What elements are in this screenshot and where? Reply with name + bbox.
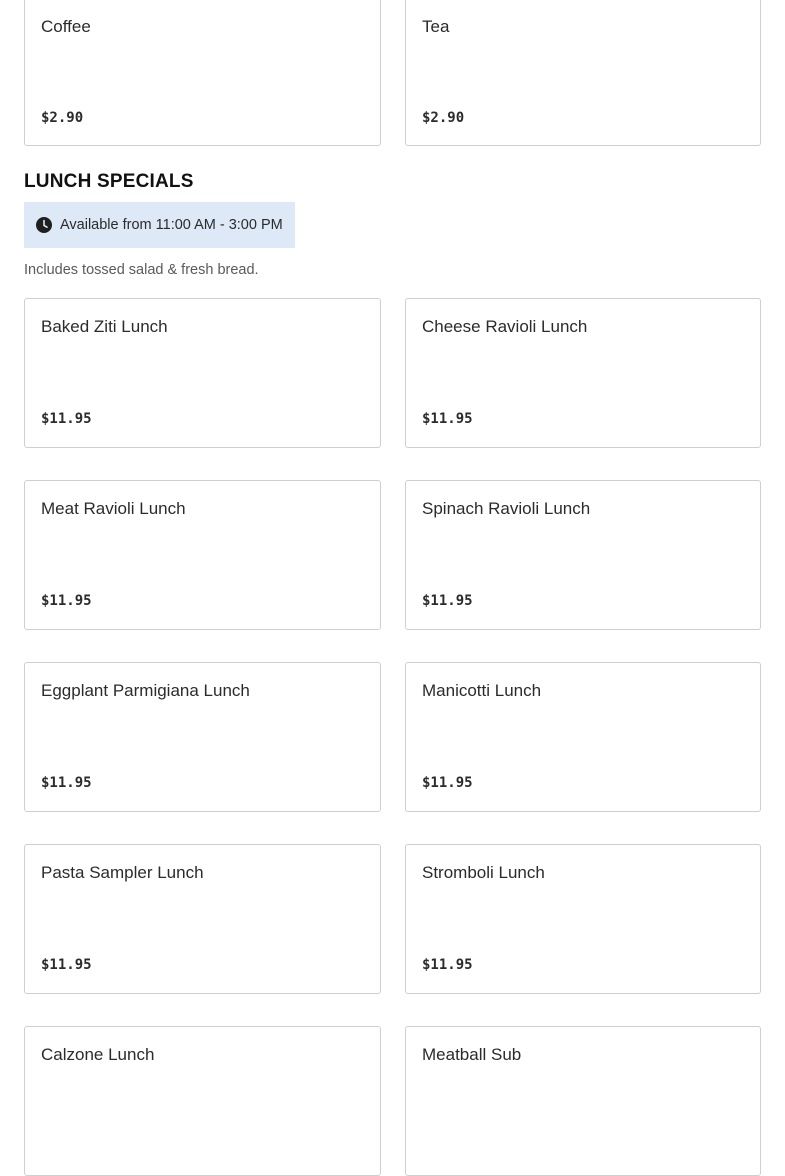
item-price: $2.90 [41,110,84,126]
item-name: Coffee [41,17,91,36]
lunch-specials-grid [24,298,761,1176]
beverages-grid [24,0,761,146]
availability-badge [24,202,295,248]
menu-item-card[interactable] [24,844,381,994]
item-name: Baked Ziti Lunch [41,317,168,336]
item-name: Spinach Ravioli Lunch [422,499,591,518]
item-price: $11.95 [422,775,473,791]
menu-item-card[interactable] [24,662,381,812]
item-name: Calzone Lunch [41,1045,155,1064]
menu-item-card[interactable] [405,298,761,448]
menu-item-card[interactable] [24,0,381,146]
item-price: $11.95 [422,957,473,973]
menu-item-card[interactable] [24,1026,381,1176]
menu-item-card[interactable] [405,1026,761,1176]
menu-item-card[interactable] [405,480,761,630]
item-name: Stromboli Lunch [422,863,545,882]
item-name: Meat Ravioli Lunch [41,499,186,518]
section-description: Includes tossed salad & fresh bread. [24,262,259,278]
availability-text: Available from 11:00 AM - 3:00 PM [60,217,283,233]
menu-item-card[interactable] [24,480,381,630]
item-name: Pasta Sampler Lunch [41,863,204,882]
section-title: LUNCH SPECIALS [24,171,194,192]
item-name: Eggplant Parmigiana Lunch [41,681,250,700]
item-price: $11.95 [41,411,92,427]
item-price: $11.95 [41,957,92,973]
item-name: Cheese Ravioli Lunch [422,317,588,336]
menu-item-card[interactable] [405,0,761,146]
item-price: $2.90 [422,110,465,126]
menu-item-card[interactable] [405,844,761,994]
menu-item-card[interactable] [405,662,761,812]
item-price: $11.95 [422,411,473,427]
item-name: Tea [422,17,450,36]
menu-item-card[interactable] [24,298,381,448]
item-name: Meatball Sub [422,1045,522,1064]
item-price: $11.95 [422,593,473,609]
clock-icon [36,217,52,233]
item-price: $11.95 [41,775,92,791]
item-name: Manicotti Lunch [422,681,542,700]
item-price: $11.95 [41,593,92,609]
